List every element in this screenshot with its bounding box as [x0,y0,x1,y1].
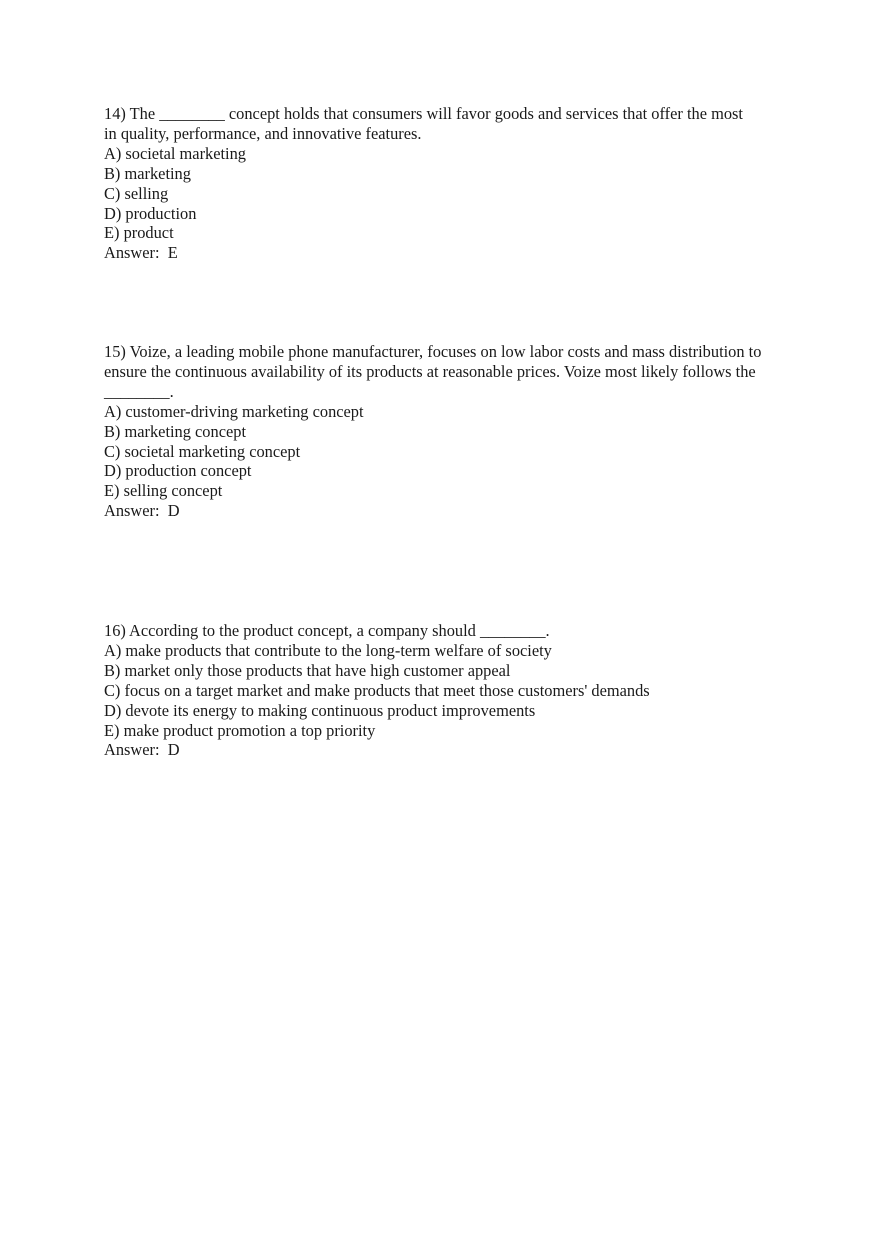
option-d: D) production [104,203,197,223]
question-14 [104,104,794,263]
option-a: A) make products that contribute to the long-term welfare of society [104,640,552,660]
option-e: E) selling concept [104,481,223,501]
option-b: B) marketing concept [104,421,247,441]
answer-line: Answer: E [104,243,178,263]
option-c: C) focus on a target market and make products that meet those customers' demands [104,680,650,700]
question-stem: 15) Voize, a leading mobile phone manufacturer, focuses on low labor costs and mass distribution to ensure the continuous availability of its products at reasonable prices. Voize most likely follows the ________. [104,342,762,401]
question-stem: 16) According to the product concept, a company should ________. [104,621,550,640]
option-e: E) make product promotion a top priority [104,720,376,740]
option-b: B) market only those products that have high customer appeal [104,660,511,680]
option-e: E) product [104,223,174,243]
option-d: D) devote its energy to making continuous product improvements [104,700,536,720]
option-c: C) societal marketing concept [104,441,301,461]
option-a: A) societal marketing [104,143,247,163]
question-15 [104,342,794,521]
option-c: C) selling [104,183,169,203]
option-a: A) customer-driving marketing concept [104,401,364,421]
option-b: B) marketing [104,163,191,183]
answer-line: Answer: D [104,501,180,521]
answer-line: Answer: D [104,740,180,760]
question-16 [104,621,794,760]
option-d: D) production concept [104,461,252,481]
question-stem: 14) The ________ concept holds that consumers will favor goods and services that offer the most in quality, performance, and innovative features. [104,104,743,143]
